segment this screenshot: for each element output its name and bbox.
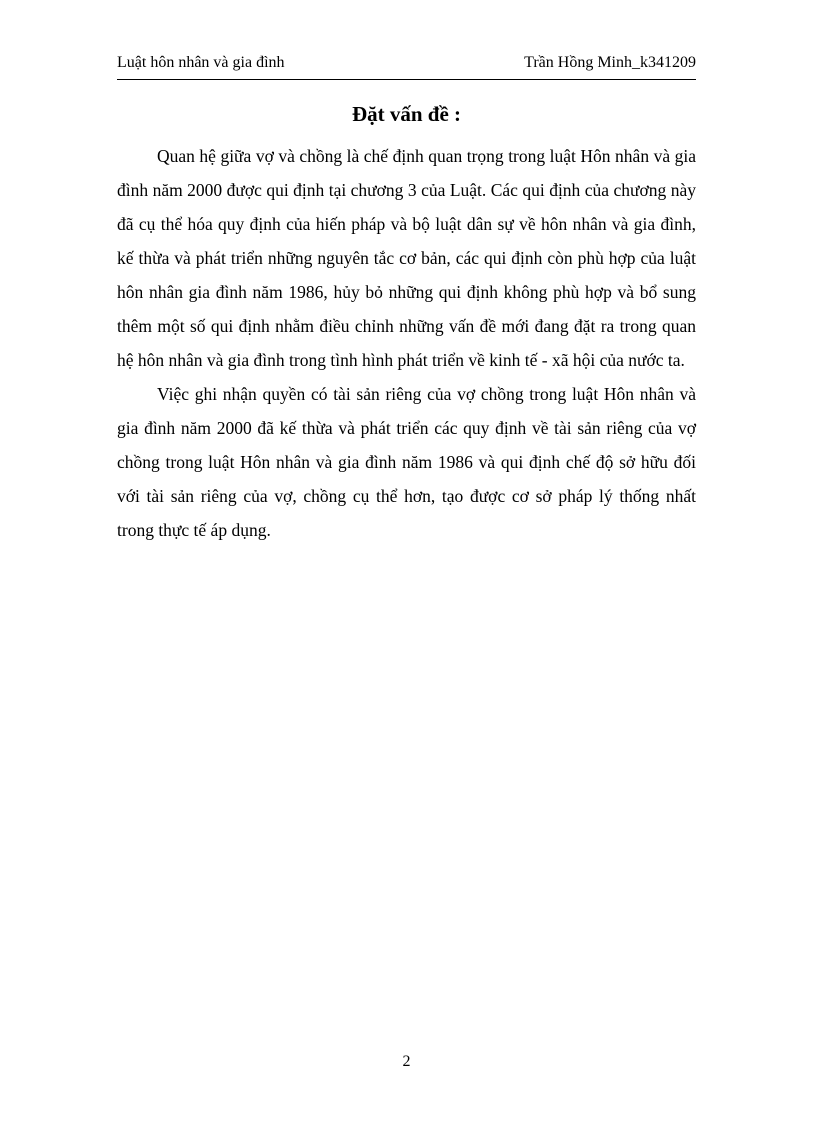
paragraph-2: Việc ghi nhận quyền có tài sản riêng của vợ chồng trong luật Hôn nhân và gia đình năm 2000 đã kế thừa và phát triển các quy định về tài sản riêng của vợ chồng trong luật Hôn nhân và gia đình năm 1986 và qui định chế độ sở hữu đối với tài sản riêng của vợ, chồng cụ thể hơn, tạo được cơ sở pháp lý thống nhất trong thực tế áp dụng. — [117, 384, 696, 540]
header-author: Trần Hồng Minh_k341209 — [524, 54, 696, 71]
section-title: Đặt vấn đề : — [351, 102, 462, 126]
header-document-title: Luật hôn nhân và gia đình — [117, 54, 285, 71]
header-divider — [117, 79, 696, 80]
page-header — [117, 52, 696, 80]
paragraph-1: Quan hệ giữa vợ và chồng là chế định quan trọng trong luật Hôn nhân và gia đình năm 2000 được qui định tại chương 3 của Luật. Các qui định của chương này đã cụ thể hóa quy định của hiến pháp và bộ luật dân sự về hôn nhân và gia đình, kế thừa và phát triển những nguyên tắc cơ bản, các qui định còn phù hợp của luật hôn nhân gia đình năm 1986, hủy bỏ những qui định không phù hợp và bổ sung thêm một số qui định nhằm điều chỉnh những vấn đề mới đang đặt ra trong quan hệ hôn nhân và gia đình trong tình hình phát triển về kinh tế - xã hội của nước ta. — [117, 146, 696, 370]
body-text — [117, 139, 696, 547]
page-number: 2 — [402, 1053, 411, 1070]
